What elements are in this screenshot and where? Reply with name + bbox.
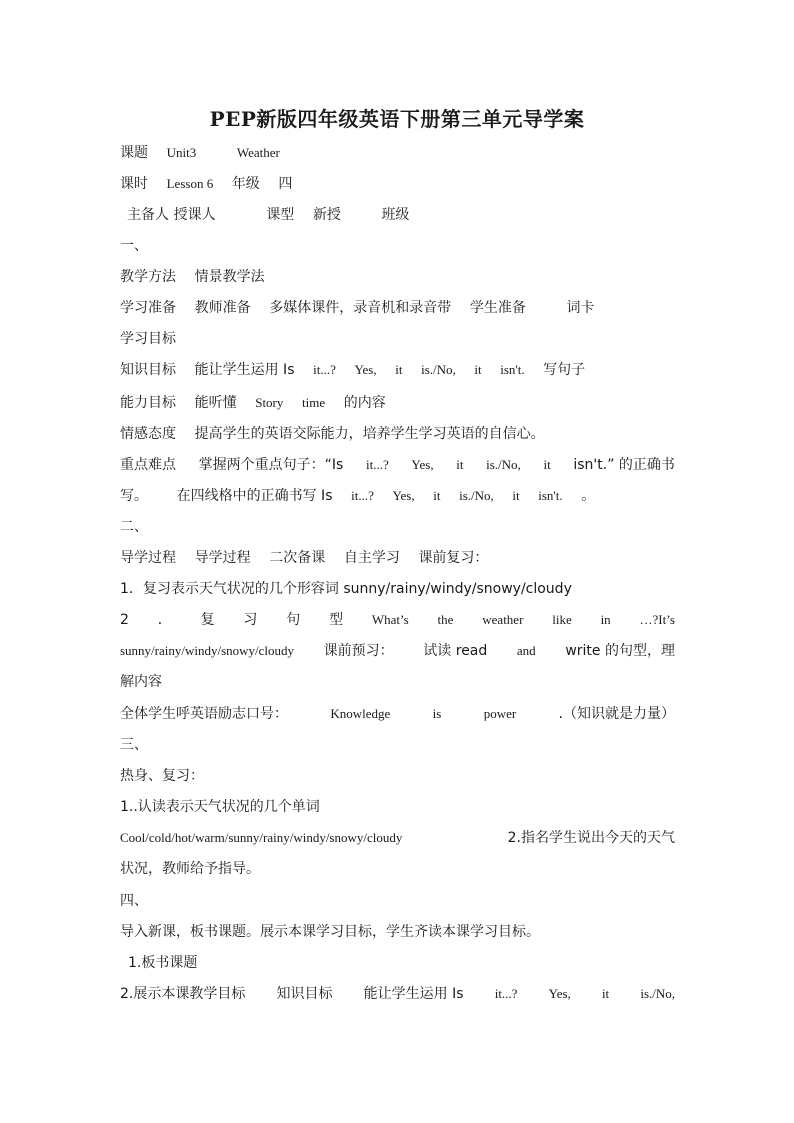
review-item-2-word: ． (157, 612, 172, 628)
key-points-cont-word: isn't. (538, 488, 563, 503)
key-points-cont-word: it...? (351, 488, 374, 503)
grade-value: 四 (278, 176, 293, 192)
line-teachers (127, 203, 682, 227)
warmup-heading: 热身、复习： (120, 768, 204, 784)
ability-goal-word: time (302, 395, 326, 410)
teacher-prep-value: 多媒体课件，录音机和录音带 (269, 300, 452, 316)
knowledge-goal-word: it...? (313, 362, 336, 377)
attitude-goal-text: 提高学生的英语交际能力，培养学生学习英语的自信心。 (194, 426, 545, 442)
key-points-word: it (456, 457, 464, 472)
preparation-label: 学习准备 (120, 300, 176, 316)
slogan-word: is (432, 706, 442, 721)
ability-goal-text: 能听懂 (194, 395, 237, 411)
lead-preparer-label: 主备人 (127, 207, 169, 223)
unit-number: Unit3 (166, 145, 197, 160)
key-points-text: 掌握两个重点句子：“Is (198, 457, 344, 473)
grade-label: 年级 (231, 176, 260, 192)
key-points-cont-text: 在四线格中的正确书写 Is (176, 488, 333, 504)
key-points-word: Yes, (411, 457, 434, 472)
method-label: 教学方法 (120, 269, 176, 285)
knowledge-goal-text: 能让学生运用 Is (194, 362, 295, 378)
learning-goals-heading: 学习目标 (120, 331, 176, 347)
knowledge-goal-word-2: Yes, (548, 986, 571, 1001)
review-item-2-word: 习 (243, 612, 258, 628)
knowledge-goal-word: Yes, (354, 362, 377, 377)
knowledge-goal-word-2: it (601, 986, 610, 1001)
key-points-cont-word: Yes, (392, 488, 415, 503)
review-item-2-end: 解内容 (120, 674, 162, 690)
pre-class-review-label: 课前复习： (418, 550, 489, 566)
key-points-cont-word: it (512, 488, 520, 503)
review-item-1: 1．复习表示天气状况的几个形容词 sunny/rainy/windy/snowy/cloudy (120, 581, 572, 597)
key-points-cont-start: 写。 (120, 488, 148, 504)
warmup-item-2: 2.指名学生说出今天的天气 (507, 830, 675, 846)
preview-tail: write 的句型，理 (565, 643, 675, 659)
key-points-cont-word: it (433, 488, 441, 503)
period-label: 课时 (120, 176, 148, 192)
preview-label: 课前预习： (323, 643, 394, 659)
teacher-prep-label: 教师准备 (194, 300, 251, 316)
second-prep-column: 二次备课 (269, 550, 326, 566)
line-key-points-cont (120, 484, 645, 508)
review-item-2-word: 型 (329, 612, 344, 628)
lesson-type-value: 新授 (312, 207, 341, 223)
key-points-word: is./No, (486, 457, 521, 472)
line-lesson-topic (120, 141, 675, 165)
weather-word-list: Cool/cold/hot/warm/sunny/rainy/windy/snowy/cloudy (120, 830, 403, 845)
class-label: 班级 (381, 207, 410, 223)
slogan-translation: .（知识就是力量） (558, 706, 675, 722)
review-item-2-word: in (600, 612, 611, 627)
weather-words: sunny/rainy/windy/snowy/cloudy (120, 643, 295, 658)
method-value: 情景教学法 (194, 269, 265, 285)
key-points-cont-end: 。 (581, 488, 596, 504)
guide-process-column: 导学过程 (194, 550, 251, 566)
review-item-2-word: …?It’s (639, 612, 675, 627)
key-points-cont-word: is./No, (459, 488, 494, 503)
review-item-2 (120, 608, 675, 632)
new-lesson-item-2-label: 2.展示本课教学目标 (120, 986, 246, 1002)
knowledge-goal-word: it (395, 362, 403, 377)
knowledge-goal-label: 知识目标 (120, 362, 176, 378)
section-four-heading: 四、 (120, 893, 148, 909)
knowledge-goal-word-2: is./No, (640, 986, 675, 1001)
guide-process-label: 导学过程 (120, 550, 176, 566)
unit-title: Weather (236, 145, 280, 160)
ability-goal-word: Story (255, 395, 284, 410)
key-points-tail: isn't.” 的正确书 (573, 457, 675, 473)
knowledge-goal-tail: 写句子 (543, 362, 586, 378)
key-points-word: it...? (366, 457, 389, 472)
review-item-2-word: weather (482, 612, 524, 627)
warmup-item-1: 1..认读表示天气状况的几个单词 (120, 799, 320, 815)
ability-goal-label: 能力目标 (120, 395, 176, 411)
review-item-2-word: like (552, 612, 572, 627)
slogan-word: Knowledge (330, 706, 391, 721)
line-key-points (120, 453, 675, 477)
knowledge-goal-word-2: it...? (494, 986, 518, 1001)
line-knowledge-goal (120, 358, 620, 382)
topic-label: 课题 (120, 145, 148, 161)
line-guide-process (120, 546, 675, 570)
period-value: Lesson 6 (166, 176, 214, 191)
knowledge-goal-label-2: 知识目标 (276, 986, 333, 1002)
new-lesson-item-2 (120, 982, 675, 1006)
slogan-label: 全体学生呼英语励志口号： (120, 706, 288, 722)
knowledge-goal-text-2: 能让学生运用 Is (363, 986, 464, 1002)
review-item-2-word: the (437, 612, 454, 627)
line-teaching-method (120, 265, 675, 289)
self-study-label: 自主学习 (343, 550, 400, 566)
key-points-word: it (543, 457, 551, 472)
review-item-2-word: 句 (286, 612, 301, 628)
line-slogan (120, 702, 675, 726)
warmup-item-2-cont: 状况，教师给予指导。 (120, 861, 260, 877)
teacher-label: 授课人 (173, 207, 216, 223)
line-preparation (120, 296, 675, 320)
line-ability-goal (120, 391, 675, 415)
student-prep-label: 学生准备 (469, 300, 526, 316)
review-item-2-word: 2 (120, 612, 129, 628)
section-two-heading: 二、 (120, 519, 148, 535)
knowledge-goal-word: it (474, 362, 482, 377)
line-lesson-period (120, 172, 675, 196)
review-item-2-word: 复 (200, 612, 215, 628)
key-points-label: 重点难点 (120, 457, 176, 473)
review-item-2-cont (120, 639, 675, 663)
knowledge-goal-word: isn't. (500, 362, 525, 377)
review-item-2-word: What’s (371, 612, 409, 627)
new-lesson-item-1: 1.板书课题 (128, 955, 198, 971)
line-attitude-goal (120, 422, 675, 446)
new-lesson-intro: 导入新课，板书课题。展示本课学习目标，学生齐读本课学习目标。 (120, 924, 540, 940)
section-three-heading: 三、 (120, 737, 148, 753)
section-one-heading: 一、 (120, 238, 148, 254)
attitude-goal-label: 情感态度 (120, 426, 176, 442)
ability-goal-tail: 的内容 (343, 395, 386, 411)
lesson-type-label: 课型 (266, 207, 295, 223)
warmup-words-line (120, 826, 675, 850)
slogan-word: power (483, 706, 517, 721)
document-title: PEP新版四年级英语下册第三单元导学案 (209, 107, 585, 131)
student-prep-value: 词卡 (566, 300, 595, 316)
preview-text: 试读 read (423, 643, 488, 659)
knowledge-goal-word: is./No, (421, 362, 456, 377)
preview-word: and (516, 643, 536, 658)
